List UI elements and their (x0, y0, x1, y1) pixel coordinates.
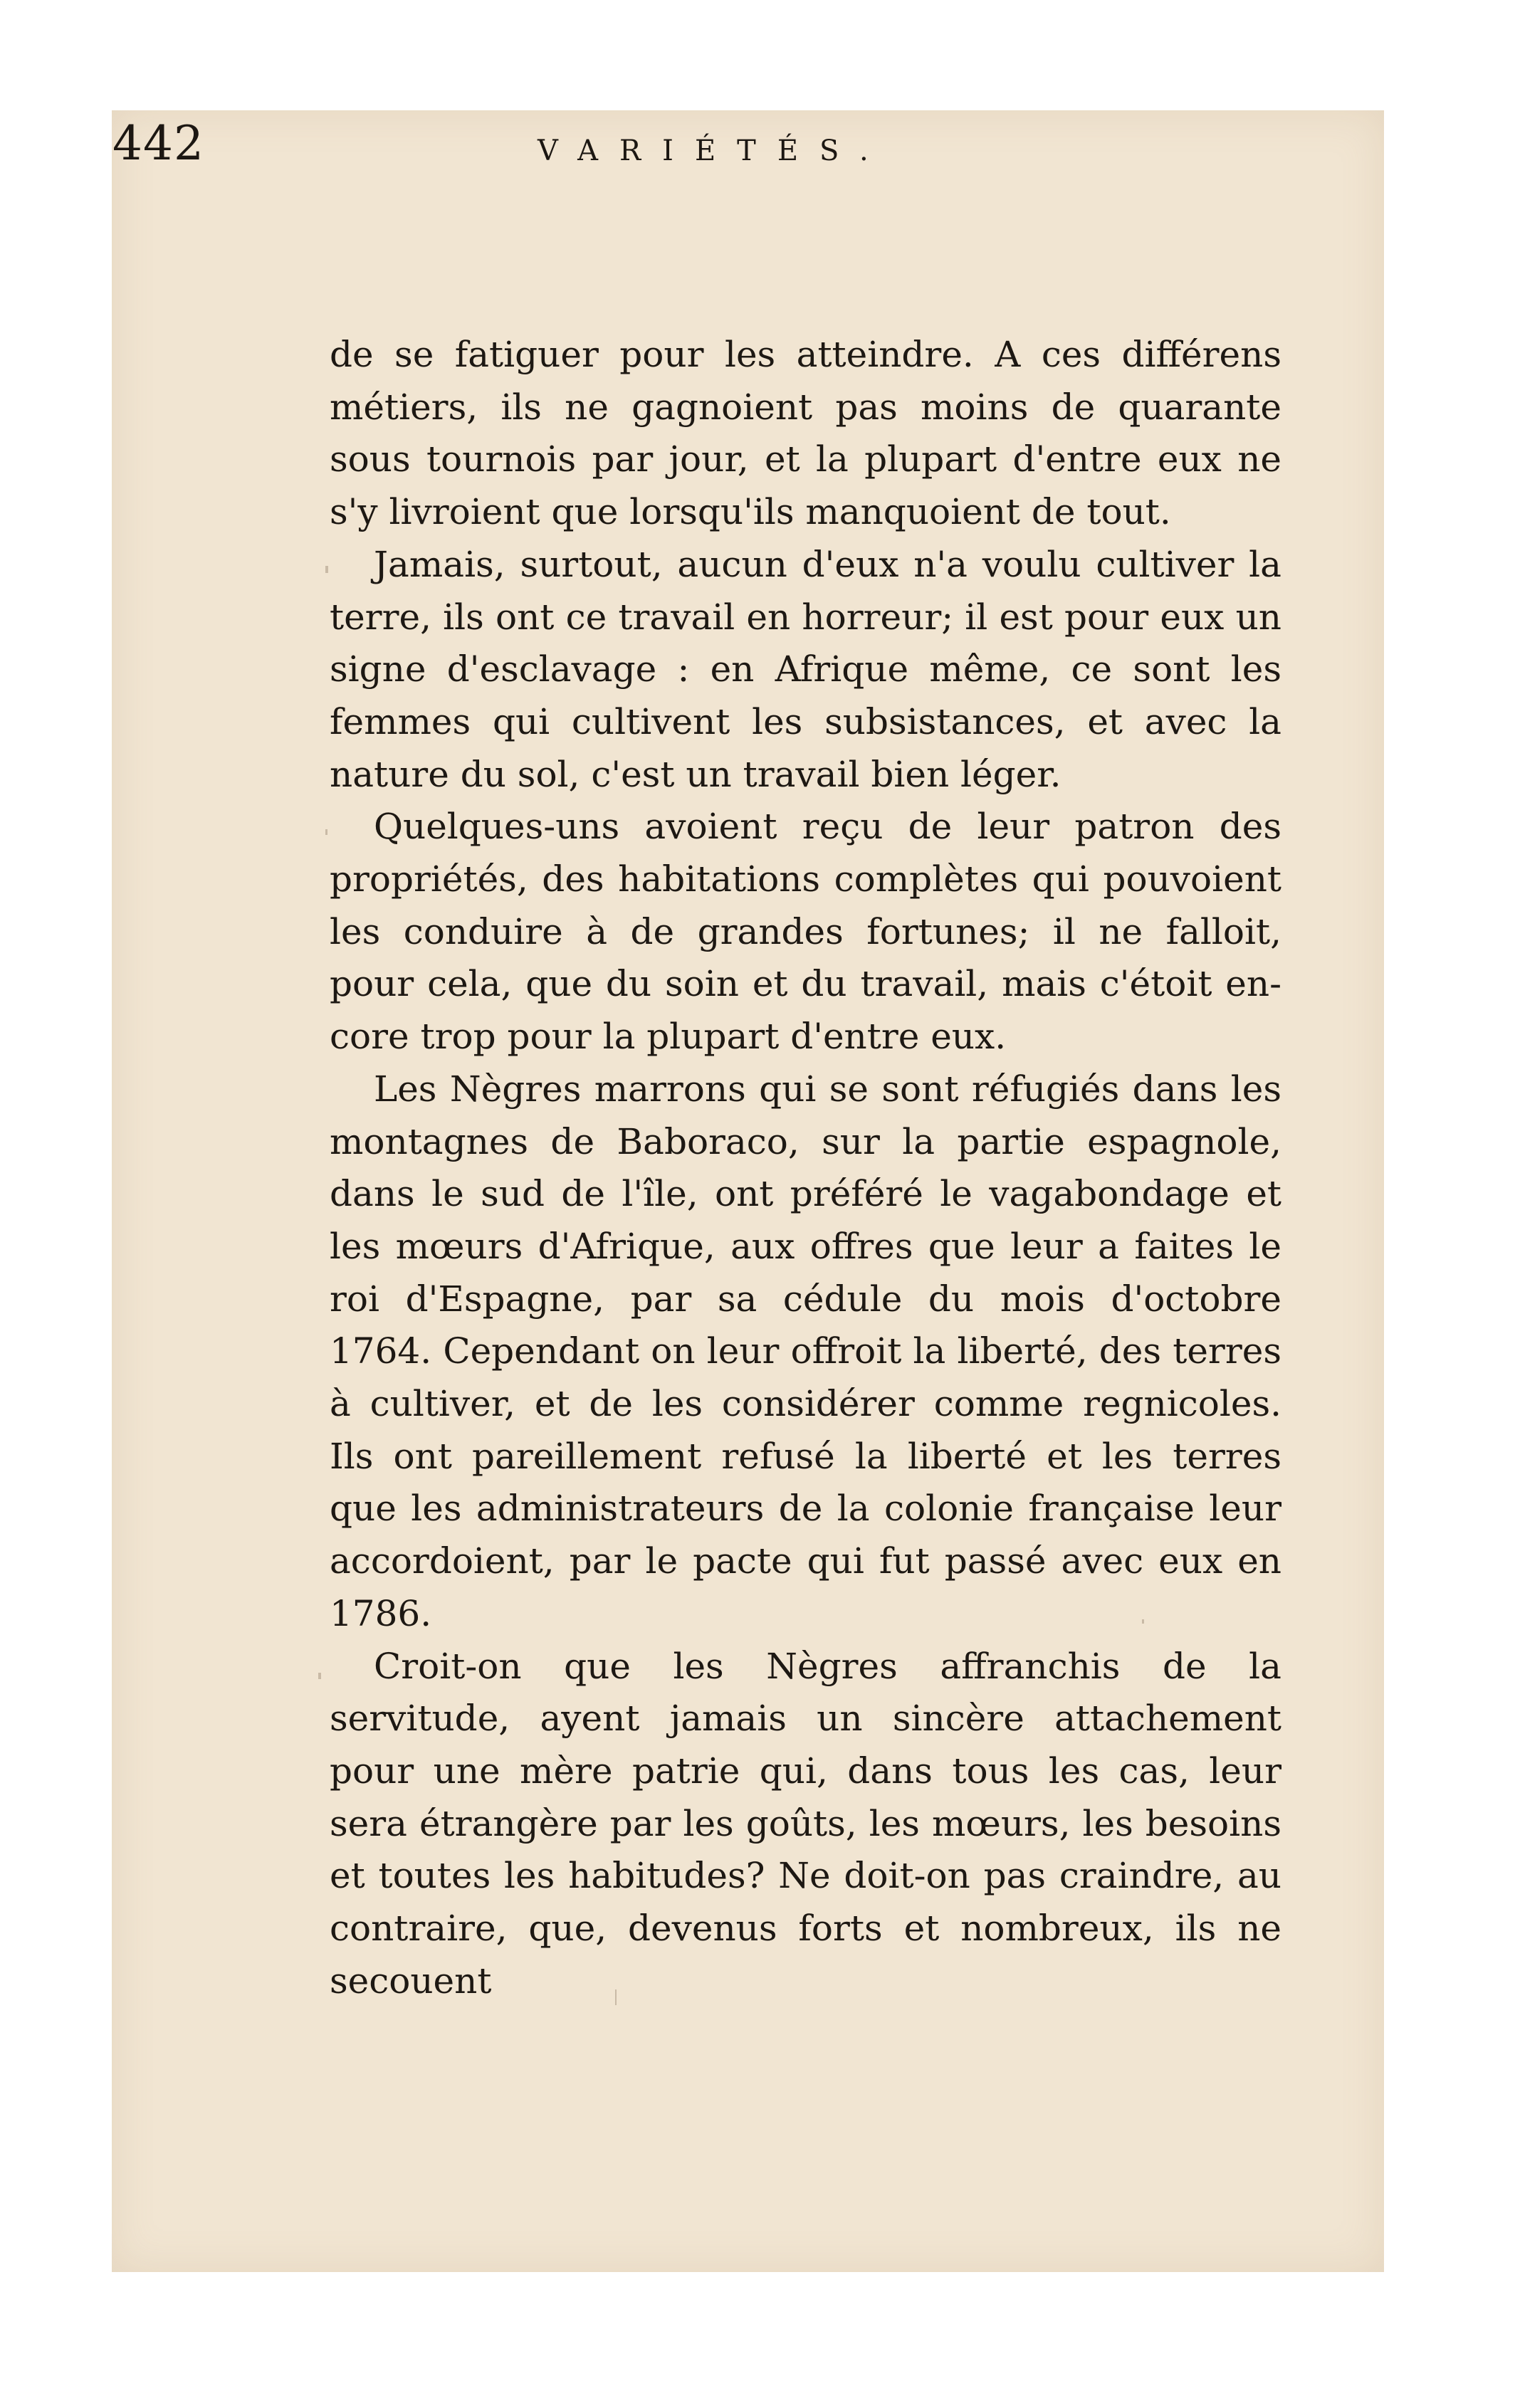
paragraph: Croit-on que les Nègres affranchis de la servitude, ayent jamais un sincère attachement pour une mère patrie qui, dans tous les cas, leur sera étrangère par les goûts, les mœurs, les besoins et toutes les habitudes? Ne doit-on pas craindre, au contraire, que, devenus forts et nombreux, ils ne secouent (330, 1645, 1281, 2002)
page-number: 442 (112, 116, 204, 171)
paper-speck (325, 829, 327, 835)
paragraph: Jamais, surtout, aucun d'eux n'a voulu cultiver la terre, ils ont ce travail en horreur; il est pour eux un signe d'esclavage : en Afrique même, ce sont les femmes qui cultivent les subsistances, et avec la nature du sol, c'est un travail bien léger. (330, 543, 1281, 795)
paragraph: Les Nègres marrons qui se sont réfugiés dans les montagnes de Baboraco, sur la partie espagnole, dans le sud de l'île, ont préféré le vagabondage et les mœurs d'Afrique, aux offres que leur a faites le roi d'Espagne, par sa cédule du mois d'octobre 1764. Cependant on leur offroit la liberté, des terres à cultiver, et de les considérer comme regnicoles. Ils ont pareillement refusé la liberté et les terres que les administrateurs de la colonie française leur accordoient, par le pacte qui fut passé avec eux en 1786. (330, 1068, 1281, 1634)
paragraph: de se fatiguer pour les atteindre. A ces différens métiers, ils ne gagnoient pas moins de quarante sous tournois par jour, et la plupart d'entre eux ne s'y livroient que lorsqu'ils manquoient de tout. (330, 334, 1281, 533)
paper-speck (318, 1673, 321, 1679)
paper-speck (325, 566, 328, 573)
running-head: VARIÉTÉS. (538, 135, 890, 167)
paragraph: Quelques-uns avoient reçu de leur patron des propriétés, des habitations complètes qui pouvoient les conduire à de grandes fortunes; il ne falloit, pour cela, que du soin et du travail, mais c'étoit encore trop pour la plupart d'entre eux. (330, 806, 1281, 1058)
body-text (330, 329, 1281, 2008)
